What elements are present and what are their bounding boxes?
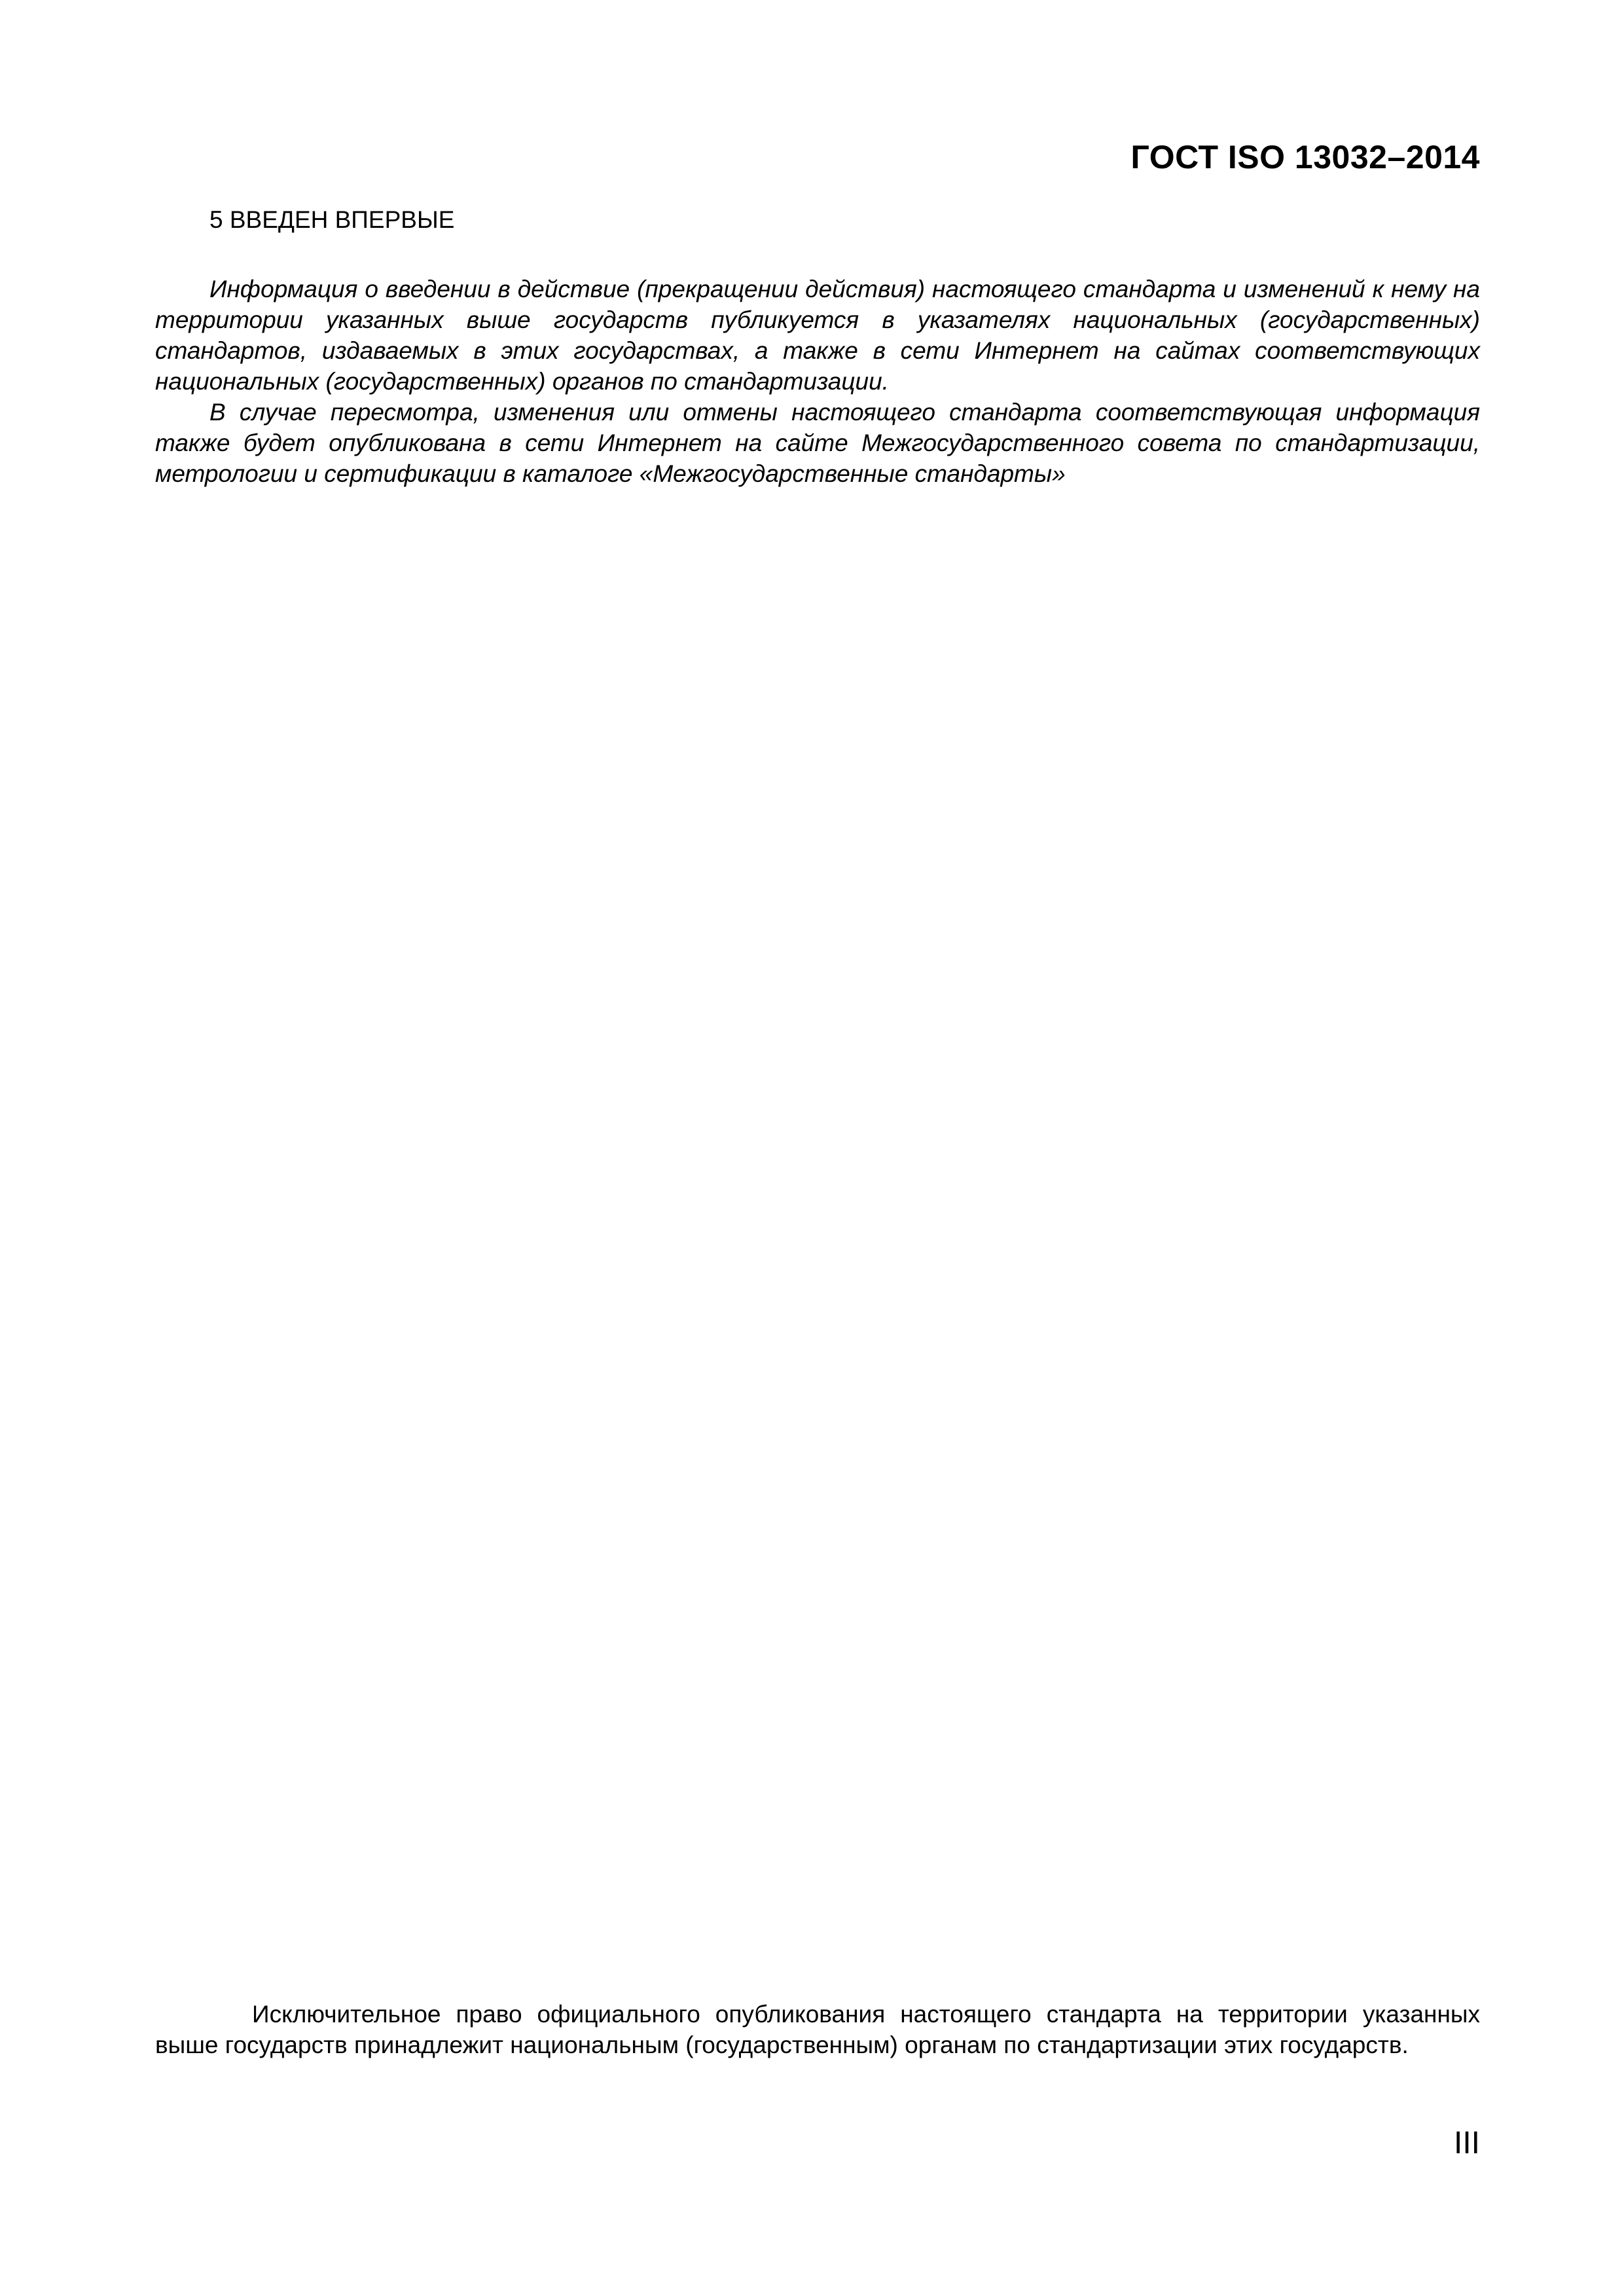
- page-number: III: [1453, 2126, 1480, 2160]
- rights-paragraph: Исключительное право официального опубликования настоящего стандарта на территории указанных выше государств принадлежит национальным (государственным) органам по стандартизации этих государств.: [155, 2001, 1480, 2058]
- document-code: ГОСТ ISO 13032–2014: [1130, 139, 1480, 175]
- publication-info-notice: [155, 274, 1480, 489]
- info-paragraph-1: Информация о введении в действие (прекращении действия) настоящего стандарта и изменений к нему на территории указанных выше государств публикуется в указателях национальных (государственных) стандартов, издаваемых в этих государствах, а также в сети Интернет на сайтах соответствующих национальных (государственных) органов по стандартизации.: [155, 276, 1480, 395]
- exclusive-rights-notice: [155, 1999, 1480, 2060]
- info-paragraph-2: В случае пересмотра, изменения или отмены настоящего стандарта соответствующая информация также будет опубликована в сети Интернет на сайте Межгосударственного совета по стандартизации, метрологии и сертификации в каталоге «Межгосударственные стандарты»: [155, 399, 1480, 487]
- introduced-first-note: 5 ВВЕДЕН ВПЕРВЫЕ: [209, 206, 455, 233]
